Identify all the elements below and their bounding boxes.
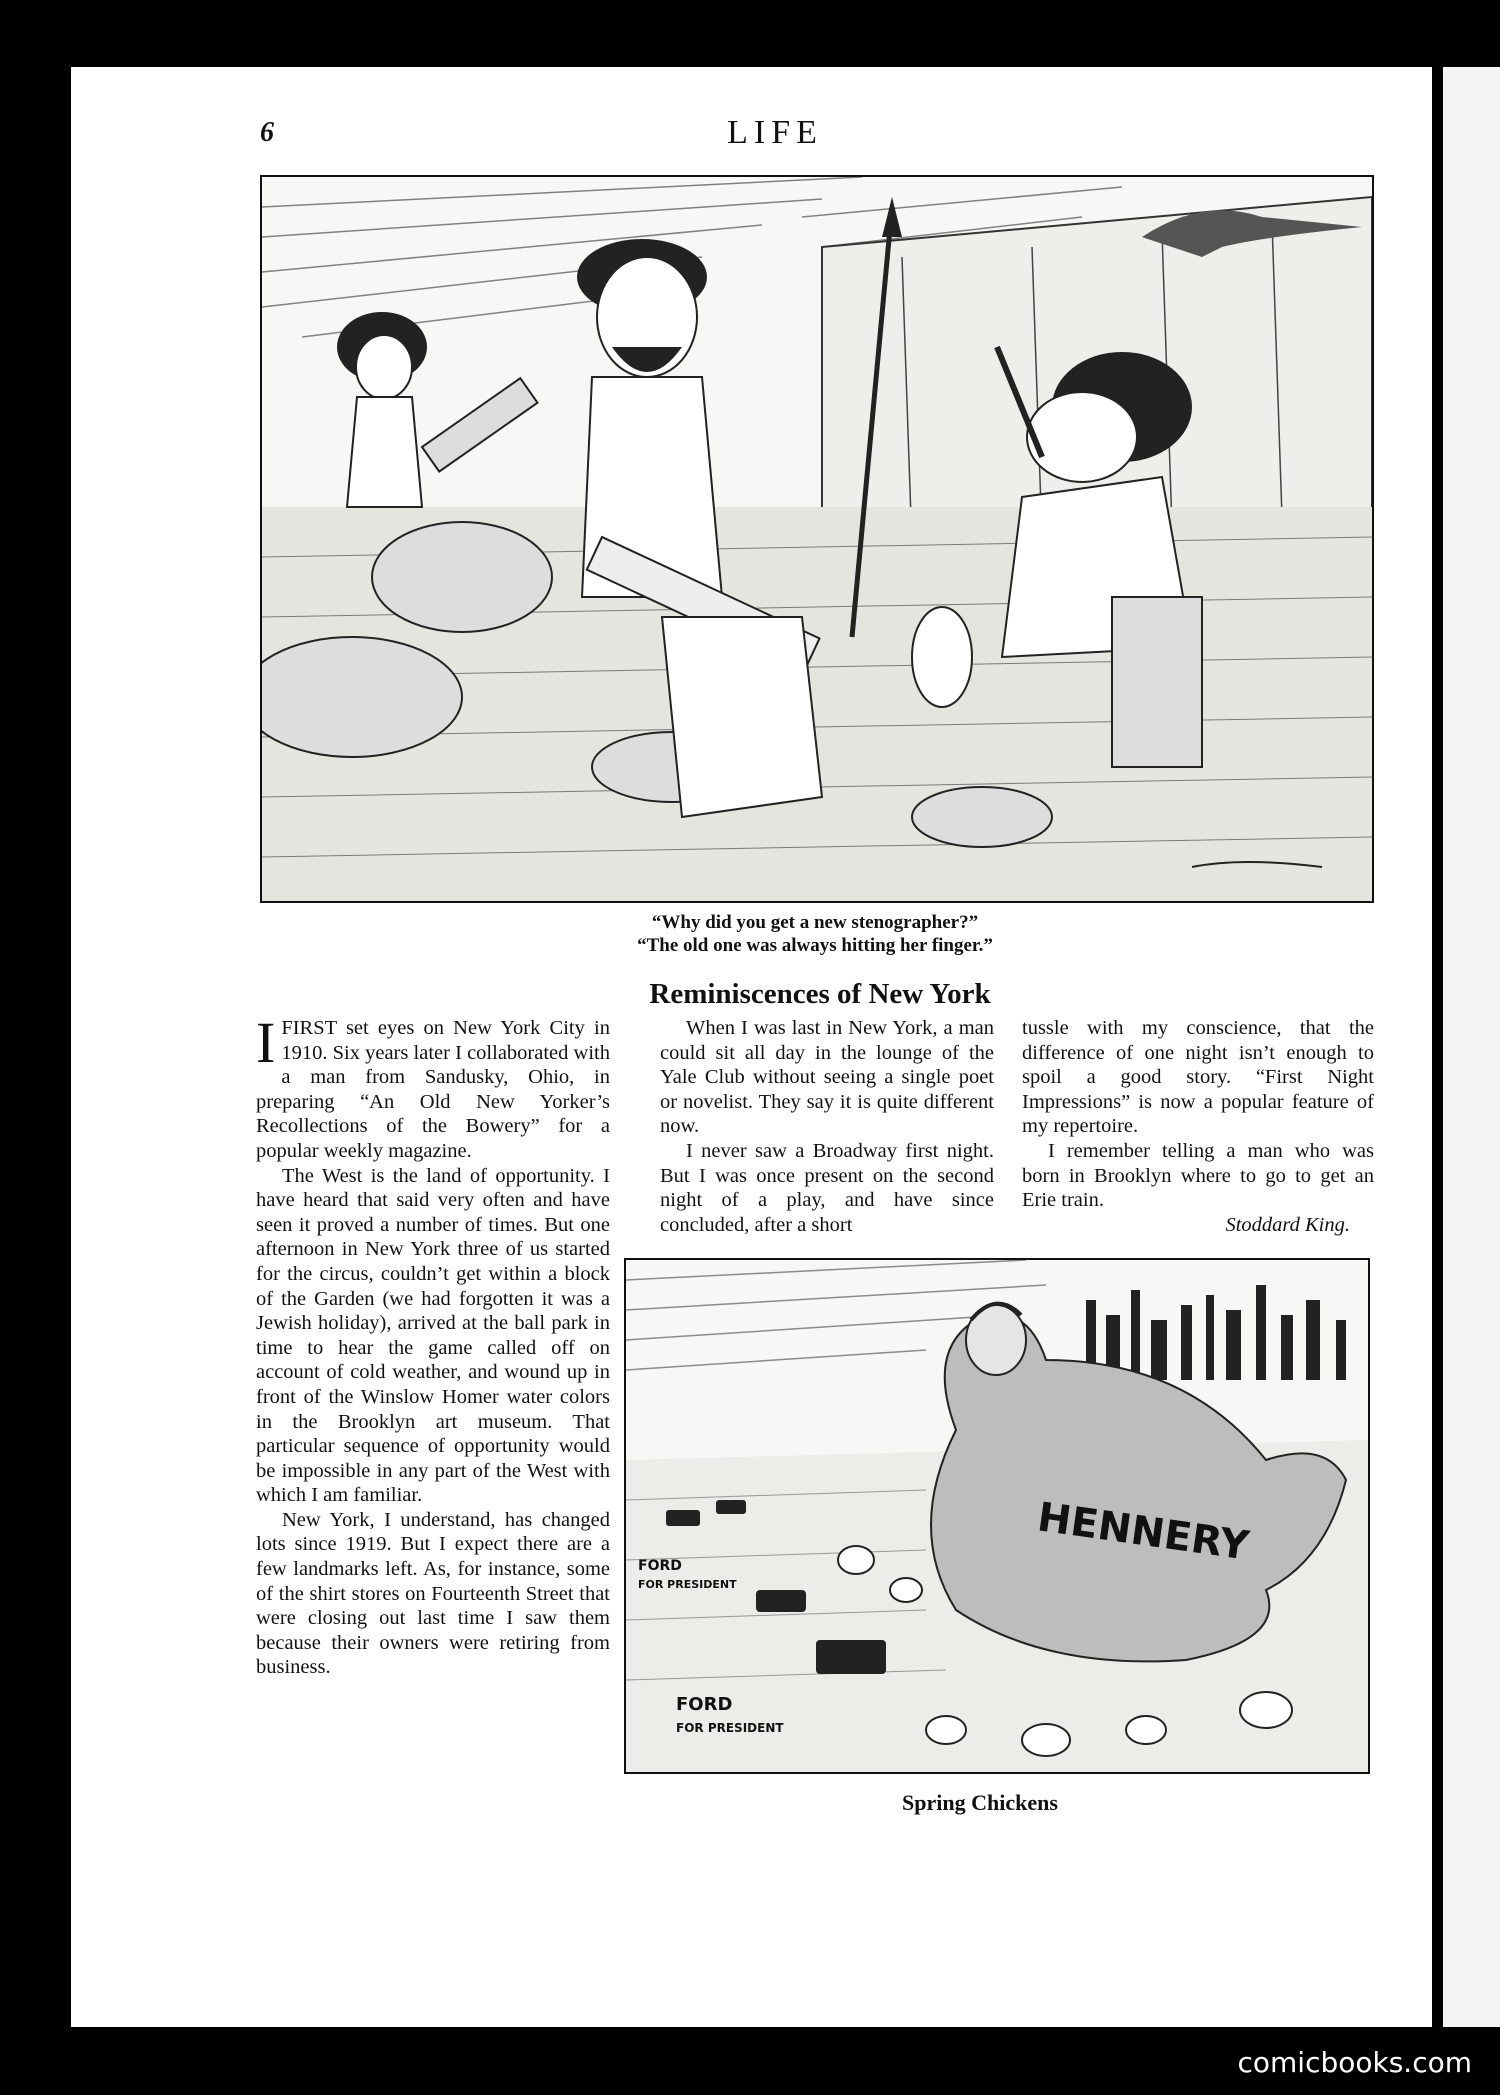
hennery-illustration bbox=[626, 1260, 1368, 1772]
car-label: FOR PRESIDENT bbox=[638, 1578, 737, 1591]
watermark: comicbooks.com bbox=[1237, 2046, 1472, 2079]
article-column-2 bbox=[660, 1016, 994, 1237]
caveman-illustration bbox=[262, 177, 1372, 901]
running-head: LIFE bbox=[727, 114, 823, 151]
car-label: FOR PRESIDENT bbox=[676, 1721, 784, 1735]
car-label: FORD bbox=[676, 1694, 733, 1715]
caveman-cartoon bbox=[260, 175, 1374, 903]
article-column-3 bbox=[1022, 1016, 1374, 1213]
paragraph-text: FIRST set eyes on New York City in 1910. Six years later I collaborated with a man from Sandusky, Ohio, in preparing “An Old New Yorker’s Recollections of the Bowery” for a popular weekly magazine. bbox=[256, 1017, 610, 1162]
paragraph: When I was last in New York, a man could sit all day in the lounge of the Yale Club without seeing a single poet or novelist. They say it is quite different now. bbox=[660, 1017, 994, 1138]
hennery-cartoon bbox=[624, 1258, 1370, 1774]
paragraph bbox=[256, 1010, 610, 1164]
car-label: FORD bbox=[638, 1558, 682, 1574]
paragraph: The West is the land of opportunity. I have heard that said very often and have seen it proved a number of times. But one afternoon in New York three of us started for the circus, couldn’t get within a block of the Garden (we had forgotten it was a Jewish holiday), arrived at the ball park in time to hear the game called off on account of cold weather, and wound up in front of the Winslow Homer water colors in the Brooklyn art museum. That particular sequence of opportunity would be impossible in any part of the West with which I am familiar. bbox=[256, 1164, 610, 1507]
paragraph: New York, I understand, has changed lots since 1919. But I expect there are a few landmarks left. As, for instance, some of the shirt stores on Fourteenth Street that were closing out last time I saw them because their owners were retiring from business. bbox=[256, 1508, 610, 1679]
adjacent-page-edge bbox=[1443, 67, 1500, 2027]
cartoon-caption-line2: “The old one was always hitting her finger.” bbox=[637, 935, 993, 956]
article-title: Reminiscences of New York bbox=[649, 978, 991, 1010]
paragraph: I remember telling a man who was born in Brooklyn where to go to get an Erie train. bbox=[1022, 1139, 1374, 1212]
paragraph: I never saw a Broadway first night. But I was once present on the second night of a play, and have since concluded, after a short bbox=[660, 1139, 994, 1236]
hen-label: HENNERY bbox=[1034, 1494, 1252, 1570]
article-column-1 bbox=[256, 1010, 610, 1680]
cartoon-caption: Spring Chickens bbox=[902, 1790, 1058, 1815]
author-signature: Stoddard King. bbox=[1225, 1214, 1350, 1236]
cartoon-caption-line1: “Why did you get a new stenographer?” bbox=[651, 912, 979, 933]
page-number: 6 bbox=[260, 117, 274, 148]
drop-cap: I bbox=[256, 1010, 276, 1075]
paragraph: tussle with my conscience, that the difference of one night isn’t enough to spoil a good story. “First Night Impressions” is now a popular feature of my repertoire. bbox=[1022, 1017, 1374, 1138]
